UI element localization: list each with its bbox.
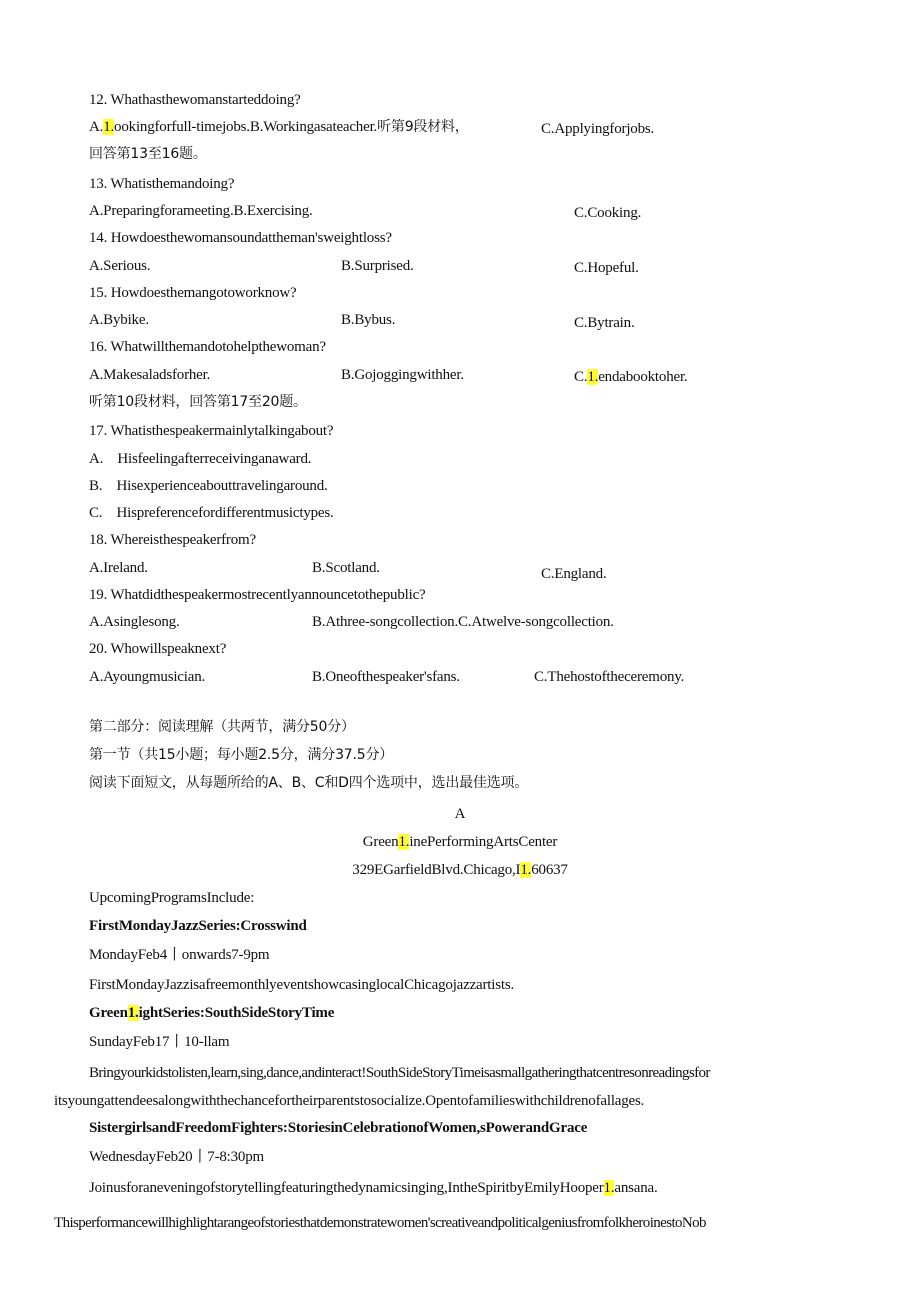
q12-a-rest: ookingforfull-timejobs.B.Workingasateacher. [114,119,378,135]
program-2-description-line-1: Bringyourkidstolisten,learn,sing,dance,andinteract!SouthSideStoryTimeisasmallgatheringthatcentresonreadingsfor [89,1065,710,1081]
venue-name-pre: Green [362,834,399,850]
highlight-mark: 1. [127,1005,139,1021]
q14-option-c: C.Hopeful. [574,260,639,276]
highlight-mark: 1. [398,834,410,850]
question-20: 20. Whowillspeaknext? [89,641,227,657]
q12-options-ab [89,118,469,136]
segment-9-note: 听第9段材料， [377,119,469,135]
address-post: 60637 [531,862,568,878]
program-3-description-line-1 [89,1179,658,1197]
question-17: 17. Whatisthespeakermainlytalkingabout? [89,423,334,439]
question-14: 14. Howdoesthewomansoundattheman'sweightloss? [89,230,392,246]
q16-c-prefix: C. [574,369,588,385]
q18-option-b: B.Scotland. [312,560,380,576]
upcoming-heading: UpcomingProgramsInclude: [89,890,255,906]
passage-letter: A [454,806,466,822]
q17-option-c: C. Hispreferencefordifferentmusictypes. [89,505,334,521]
q15-option-a: A.Bybike. [89,312,149,328]
q19-options-bc: B.Athree-songcollection.C.Atwelve-songcollection. [312,614,614,630]
highlight-mark: 1. [103,119,115,135]
question-16: 16. Whatwillthemandotohelpthewoman? [89,339,326,355]
q14-option-a: A.Serious. [89,258,151,274]
part-2-heading: 第二部分：阅读理解（共两节，满分50分） [89,719,355,735]
question-12: 12. Whathasthewomanstarteddoing? [89,92,301,108]
program-1-description: FirstMondayJazzisafreemonthlyeventshowcasinglocalChicagojazzartists. [89,977,515,993]
q18-option-a: A.Ireland. [89,560,148,576]
program-1-time: MondayFeb4丨onwards7-9pm [89,947,270,963]
question-13: 13. Whatisthemandoing? [89,176,235,192]
q14-option-b: B.Surprised. [341,258,414,274]
q16-option-b: B.Gojoggingwithher. [341,367,464,383]
venue-address [0,861,920,879]
program-3-title: SistergirlsandFreedomFighters:StoriesinCelebrationofWomen,sPowerandGrace [89,1120,588,1136]
q16-option-a: A.Makesaladsforher. [89,367,211,383]
section-1-heading: 第一节（共15小题；每小题2.5分，满分37.5分） [89,747,394,763]
q16-c-rest: endabooktoher. [598,369,688,385]
program-2-title-post: ightSeries:SouthSideStoryTime [138,1005,335,1021]
highlight-mark: 1. [520,862,532,878]
highlight-mark: 1. [587,369,599,385]
program-2-title [89,1004,334,1022]
q20-option-c: C.Thehostoftheceremony. [534,669,685,685]
q19-option-a: A.Asinglesong. [89,614,180,630]
q12-option-c: C.Applyingforjobs. [541,121,655,137]
program-2-time: SundayFeb17丨10-llam [89,1034,230,1050]
highlight-mark: 1. [603,1180,615,1196]
program-1-title: FirstMondayJazzSeries:Crosswind [89,918,307,934]
program-3-desc-post: ansana. [614,1180,658,1196]
question-18: 18. Whereisthespeakerfrom? [89,532,256,548]
question-19: 19. Whatdidthespeakermostrecentlyannouncetothepublic? [89,587,426,603]
q20-option-b: B.Oneofthespeaker'sfans. [312,669,460,685]
reading-instruction: 阅读下面短文，从每题所给的A、B、C和D四个选项中，选出最佳选项。 [89,775,529,791]
q12-a-prefix: A. [89,119,104,135]
q16-option-c [574,368,687,386]
q18-option-c: C.England. [541,566,607,582]
q13-option-c: C.Cooking. [574,205,642,221]
program-2-title-pre: Green [89,1005,128,1021]
segment-10-note: 听第10段材料，回答第17至20题。 [89,394,307,410]
program-3-desc-pre: Joinusforaneveningofstorytellingfeaturingthedynamicsinging,IntheSpiritbyEmilyHooper [89,1180,604,1196]
venue-name-post: inePerformingArtsCenter [409,834,558,850]
q15-option-c: C.Bytrain. [574,315,635,331]
answer-note-13-16: 回答第13至16题。 [89,146,207,162]
venue-name [0,833,920,851]
program-3-time: WednesdayFeb20丨7-8:30pm [89,1149,264,1165]
q20-option-a: A.Ayoungmusician. [89,669,206,685]
q17-option-a: A. Hisfeelingafterreceivinganaward. [89,451,312,467]
question-15: 15. Howdoesthemangotoworknow? [89,285,297,301]
q15-option-b: B.Bybus. [341,312,396,328]
address-pre: 329EGarfieldBlvd.Chicago,I [352,862,521,878]
q13-options-ab: A.Preparingforameeting.B.Exercising. [89,203,313,219]
q17-option-b: B. Hisexperienceabouttravelingaround. [89,478,328,494]
program-2-description-line-2: itsyoungattendeesalongwiththechancefortheirparentstosocialize.Opentofamilieswithchildrenofallages. [54,1093,645,1109]
program-3-description-line-2: Thisperformancewillhighlightarangeofstoriesthatdemonstratewomen'screativeandpoliticalgeniusfromfolkheroinestoNob [54,1215,706,1231]
